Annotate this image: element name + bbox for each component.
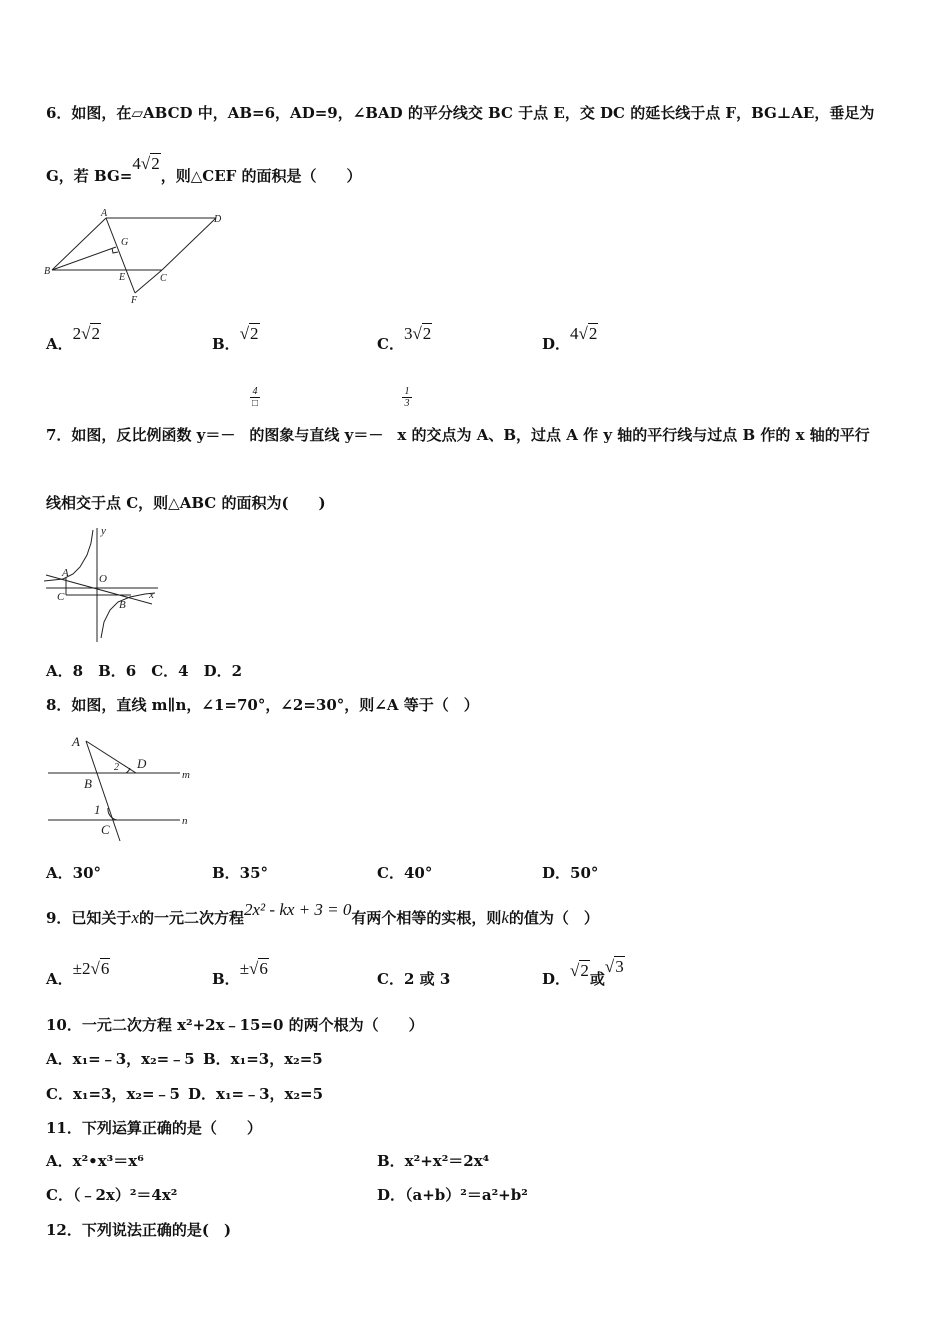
q6-option-letter: B．	[212, 335, 240, 353]
q7-fraction-2	[402, 386, 412, 409]
q6-option-d	[542, 324, 598, 354]
q6-option-rad: 2	[588, 324, 598, 343]
q9-option-a-value	[73, 959, 111, 978]
q6-line2	[46, 154, 362, 186]
q9-var-k: k	[501, 908, 509, 927]
q8-option-c: C．40°	[377, 864, 433, 882]
q11-option-a: A．x²•x³＝x⁶	[46, 1152, 144, 1170]
q6-right-angle-mark	[112, 248, 118, 253]
q6-option-coef: 2	[72, 324, 82, 343]
q9-option-b-rad: 6	[259, 959, 268, 978]
q9-mid: 的一元二次方程	[139, 909, 245, 927]
q8-label-d: D	[137, 756, 147, 771]
q9-pre: 9．已知关于	[46, 909, 132, 927]
q6-option-b	[212, 324, 260, 354]
q7-figure	[40, 522, 165, 647]
q10-title: 10．一元二次方程 x²+2x﹣15=0 的两个根为（ ）	[46, 1016, 424, 1034]
q10-option-c: C．x₁=3，x₂=﹣5	[46, 1085, 180, 1103]
q6-label-c: C	[160, 273, 167, 284]
q8-option-a: A．30°	[46, 864, 102, 882]
q7-curve-right	[101, 593, 155, 638]
q6-option-letter: D．	[542, 335, 571, 353]
q7-label-o: O	[99, 573, 107, 585]
q9-option-a-rad: 6	[100, 959, 110, 978]
sqrt-icon: √6	[90, 959, 110, 978]
sqrt-icon: √2	[570, 961, 589, 980]
q11-option-b: B．x²+x²＝2x⁴	[377, 1152, 490, 1170]
q9-option-letter: B．	[212, 970, 240, 988]
sqrt-icon: √2	[140, 154, 160, 173]
q7-frac1-num: 4	[252, 386, 258, 397]
q6-bg-value	[132, 154, 160, 173]
q11-option-c: C．（﹣2x）²＝4x²	[46, 1186, 178, 1204]
q6-label-f: F	[131, 295, 138, 306]
q8-text: 8．如图，直线 m∥n，∠1=70°，∠2=30°，则∠A 等于（ ）	[46, 696, 479, 714]
q6-line2-pre: G，若 BG=	[46, 167, 133, 185]
q6-line2-post: ，则△CEF 的面积是（ ）	[160, 167, 362, 185]
q8-label-1: 1	[94, 802, 101, 817]
q6-option-letter: A．	[46, 335, 73, 353]
q9-post1: 有两个相等的实根，则	[351, 909, 502, 927]
q7-part1: 7．如图，反比例函数 y＝－	[46, 426, 236, 444]
q8-label-2: 2	[114, 762, 119, 773]
q7-label-y: y	[101, 525, 106, 537]
q6-option-rad: 2	[250, 324, 259, 343]
q8-label-a: A	[72, 734, 80, 749]
q7-label-a: A	[62, 567, 69, 579]
q6-edge-bg	[52, 247, 116, 270]
q8-label-b: B	[84, 776, 92, 791]
q6-option-coef: 3	[403, 324, 413, 343]
q10-option-b: B．x₁=3，x₂=5	[203, 1050, 323, 1068]
q7-label-b: B	[119, 599, 126, 611]
q9-post2: 的值为（ ）	[508, 909, 599, 927]
q9-text	[46, 900, 599, 928]
q6-figure	[40, 208, 230, 308]
q11-option-d: D．（a+b）²＝a²+b²	[377, 1186, 528, 1204]
q9-option-d	[542, 957, 625, 989]
sqrt-icon: √3	[604, 957, 624, 976]
sqrt-icon: √2	[412, 324, 432, 343]
q6-option-c	[377, 324, 432, 354]
q6-option-rad: 2	[91, 324, 100, 343]
q9-option-b-pre: ±	[239, 959, 250, 978]
q9-option-letter: D．	[542, 970, 571, 988]
q8-label-m: m	[182, 769, 190, 781]
q7-part3: x 的交点为 A、B，过点 A 作 y 轴的平行线与过点 B 作的 x 轴的平行	[397, 426, 870, 444]
q6-label-a: A	[101, 208, 108, 219]
q9-option-c: C．2 或 3	[377, 970, 451, 988]
q7-options: A．8 B．6 C．4 D．2	[46, 662, 243, 680]
sqrt-icon: √2	[81, 324, 100, 343]
q6-line1: 6．如图，在▱ABCD 中，AB=6，AD=9，∠BAD 的平分线交 BC 于点 E，交 DC 的延长线于点 F，BG⊥AE，垂足为	[46, 104, 875, 122]
q10-option-a: A．x₁=﹣3，x₂=﹣5	[46, 1050, 195, 1068]
q9-option-d-value-2	[605, 957, 625, 976]
q8-label-c: C	[101, 822, 110, 837]
q9-option-d-value-1	[570, 961, 590, 980]
q7-frac2-den: 3	[402, 397, 412, 409]
q7-fraction-1	[250, 386, 260, 409]
q6-option-rad: 2	[422, 324, 432, 343]
q7-label-x: x	[149, 589, 154, 601]
q7-label-c: C	[57, 591, 65, 603]
q7-part2: 的图象与直线 y＝－	[249, 426, 384, 444]
q7-line1	[46, 424, 870, 445]
q6-edge-cf	[135, 270, 162, 293]
sqrt-icon: √2	[578, 324, 598, 343]
q9-option-d-rad2: 3	[615, 957, 624, 976]
q6-option-letter: C．	[377, 335, 404, 353]
q7-line2: 线相交于点 C，则△ABC 的面积为( )	[46, 494, 326, 512]
q11-title: 11．下列运算正确的是（ ）	[46, 1119, 262, 1137]
q9-option-b-value	[240, 959, 269, 978]
q7-frac2-num: 1	[404, 386, 410, 397]
q8-line-ad	[86, 741, 136, 773]
q8-label-n: n	[182, 815, 188, 827]
q6-option-a	[46, 324, 101, 354]
q8-angle-2-arc	[126, 768, 130, 773]
q9-option-b	[212, 959, 269, 989]
q8-option-b: B．35°	[212, 864, 269, 882]
q8-figure	[44, 730, 204, 842]
q6-edge-dc	[162, 218, 216, 270]
sqrt-icon: √6	[249, 959, 268, 978]
q8-option-d: D．50°	[542, 864, 599, 882]
q6-option-value	[240, 324, 260, 343]
q6-option-value	[73, 324, 101, 343]
q9-option-a	[46, 959, 110, 989]
q9-option-d-or: 或	[589, 970, 605, 988]
q10-option-d: D．x₁=﹣3，x₂=5	[188, 1085, 324, 1103]
q9-var-x: x	[131, 908, 139, 927]
q6-label-d: D	[214, 214, 222, 225]
q12-title: 12．下列说法正确的是( )	[46, 1221, 232, 1239]
q6-option-value	[570, 324, 598, 343]
q6-edge-ab	[52, 218, 106, 270]
q6-bg-rad: 2	[151, 154, 160, 173]
q6-option-coef: 4	[570, 324, 579, 343]
sqrt-icon: √2	[239, 324, 259, 343]
q7-frac1-den: □	[251, 398, 259, 409]
q6-label-b: B	[44, 266, 51, 277]
q9-equation: 2x² - kx + 3 = 0	[244, 900, 352, 919]
q9-option-d-rad1: 2	[580, 961, 589, 980]
q6-bg-coef: 4	[132, 154, 141, 173]
q6-label-e: E	[119, 272, 126, 283]
q6-option-value	[404, 324, 432, 343]
q9-option-letter: A．	[46, 970, 73, 988]
q6-label-g: G	[121, 237, 129, 248]
q9-option-a-pre: ±2	[72, 959, 91, 978]
